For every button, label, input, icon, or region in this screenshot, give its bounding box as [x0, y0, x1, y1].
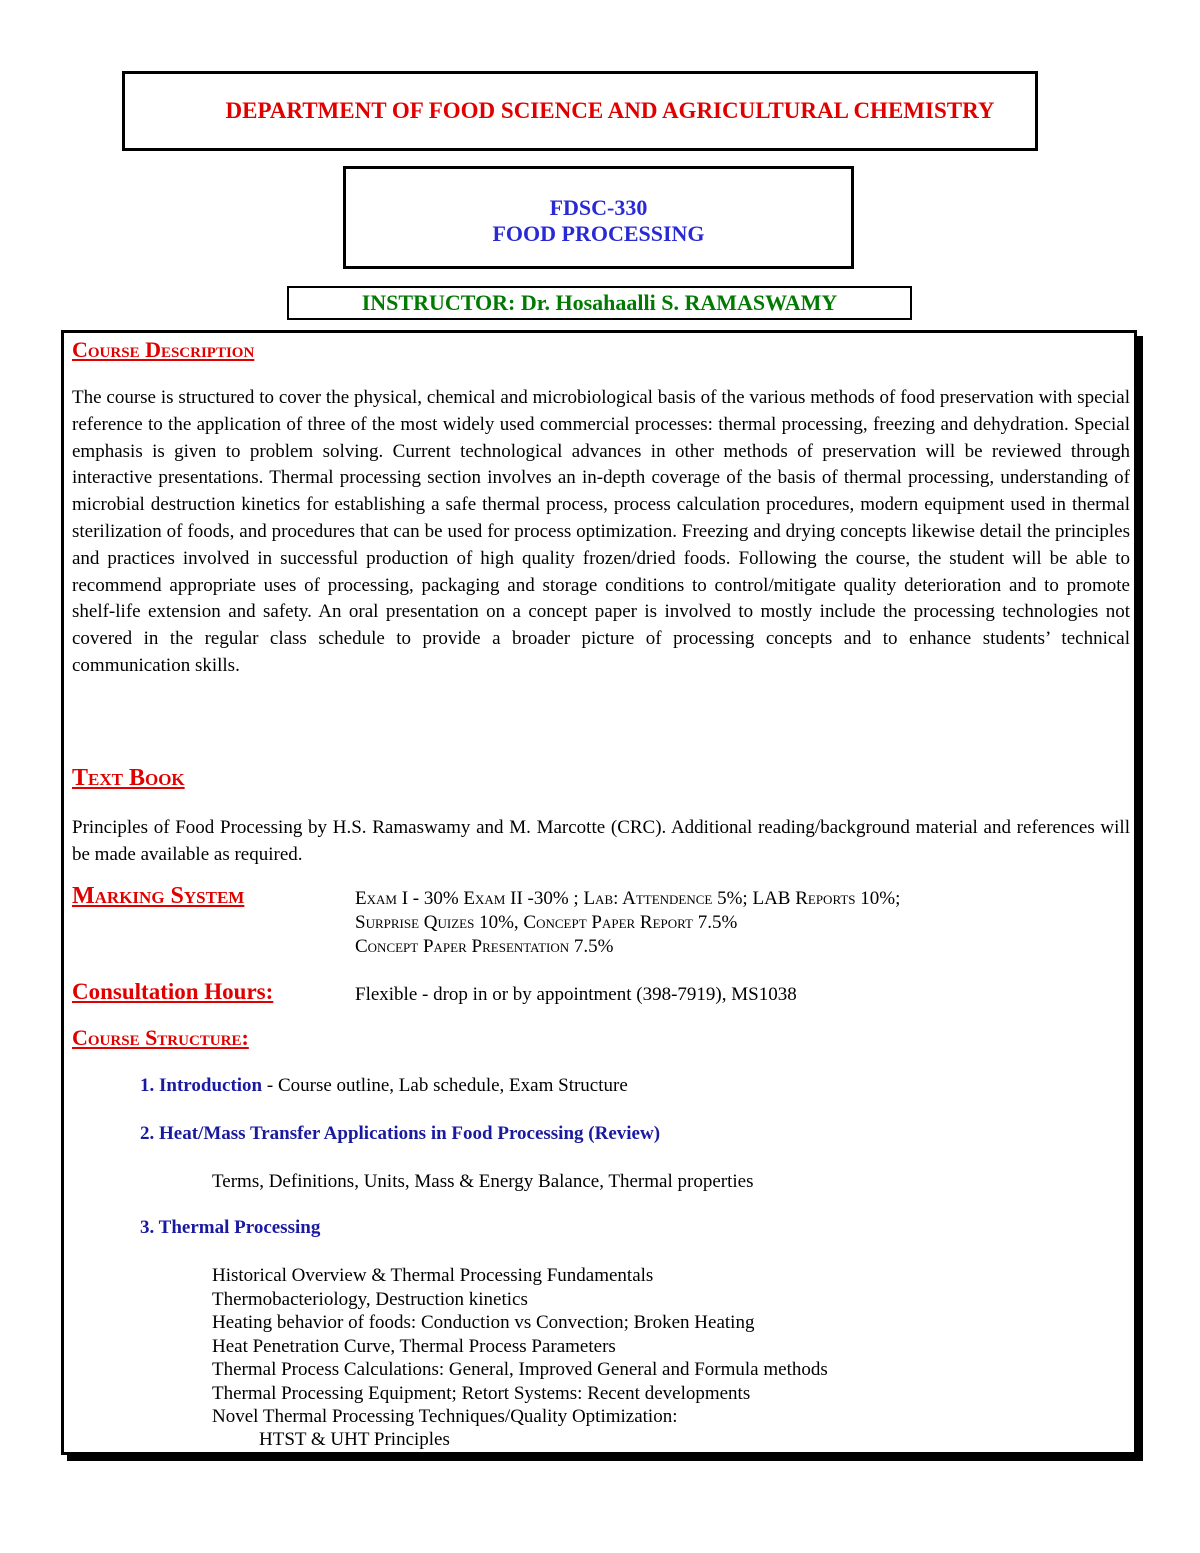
consultation-hours-heading: Consultation Hours:: [72, 979, 274, 1004]
marking-line-3: Concept Paper Presentation 7.5%: [355, 936, 614, 957]
course-description-heading: Course Description: [72, 337, 255, 362]
text-book-heading: Text Book: [72, 765, 185, 791]
structure-item-3-subtopic: HTST & UHT Principles: [259, 1428, 450, 1450]
course-description-text: The course is structured to cover the physical, chemical and microbiological basis of the various methods of food preservation with special reference to the application of three of the most widely used commercial processes: thermal processing, freezing and dehydration. Special emphasis is given to problem solving. Current technological advances in other methods of preservation will be reviewed through interactive presentations. Thermal processing section involves an in-depth coverage of the basis of thermal processing, understanding of microbial destruction kinetics for establishing a safe thermal process, process calculation procedures, modern equipment used in thermal sterilization of foods, and procedures that can be used for process optimization. Freezing and drying concepts likewise detail the principles and practices involved in successful production of high quality frozen/dried foods. Following the course, the student will be able to recommend appropriate uses of processing, packaging and storage conditions to control/mitigate quality deterioration and to promote shelf-life extension and safety. An oral presentation on a concept paper is involved to mostly include the processing technologies not covered in the regular class schedule to provide a broader picture of processing concepts and to enhance students’ technical communication skills.: [72, 387, 1130, 676]
consultation-hours-text: Flexible - drop in or by appointment (398-7919), MS1038: [355, 984, 797, 1005]
structure-item-2-title: 2. Heat/Mass Transfer Applications in Food Processing (Review): [140, 1123, 661, 1144]
course-code: FDSC-330: [549, 195, 648, 220]
structure-item-1: [140, 1075, 628, 1097]
structure-item-3-topic: Novel Thermal Processing Techniques/Quality Optimization:: [212, 1406, 678, 1427]
structure-item-3-topic: Heating behavior of foods: Conduction vs Convection; Broken Heating: [212, 1312, 755, 1333]
department-title: DEPARTMENT OF FOOD SCIENCE AND AGRICULTURAL CHEMISTRY: [225, 98, 995, 123]
marking-line-1: Exam I - 30% Exam II -30% ; Lab: Attendence 5%; LAB Reports 10%;: [355, 888, 901, 909]
structure-item-3-topic: Historical Overview & Thermal Processing Fundamentals: [212, 1265, 654, 1286]
instructor-box: [287, 286, 912, 320]
course-details-box: [61, 330, 1137, 1455]
structure-item-1-detail: - Course outline, Lab schedule, Exam Structure: [262, 1075, 628, 1096]
course-structure-heading: Course Structure:: [72, 1025, 249, 1050]
marking-system-heading: Marking System: [72, 883, 245, 909]
instructor-name: INSTRUCTOR: Dr. Hosahaalli S. RAMASWAMY: [361, 290, 838, 315]
department-box: [122, 71, 1038, 151]
structure-item-3-topic: Thermobacteriology, Destruction kinetics: [212, 1288, 528, 1310]
structure-item-2-detail: Terms, Definitions, Units, Mass & Energy Balance, Thermal properties: [212, 1171, 754, 1192]
text-book-text: Principles of Food Processing by H.S. Ramaswamy and M. Marcotte (CRC). Additional reading/background material and references will be made available as required.: [72, 817, 1130, 865]
structure-item-1-title: 1. Introduction: [140, 1075, 263, 1096]
course-name: FOOD PROCESSING: [492, 221, 705, 246]
structure-item-3-topic: Thermal Processing Equipment; Retort Systems: Recent developments: [212, 1382, 751, 1404]
course-title-box: [343, 166, 854, 269]
marking-line-2: Surprise Quizes 10%, Concept Paper Report 7.5%: [355, 912, 738, 933]
structure-item-3-topic: Heat Penetration Curve, Thermal Process Parameters: [212, 1335, 616, 1357]
structure-item-3-title: 3. Thermal Processing: [140, 1217, 321, 1238]
structure-item-3-topic: Thermal Process Calculations: General, Improved General and Formula methods: [212, 1359, 828, 1380]
